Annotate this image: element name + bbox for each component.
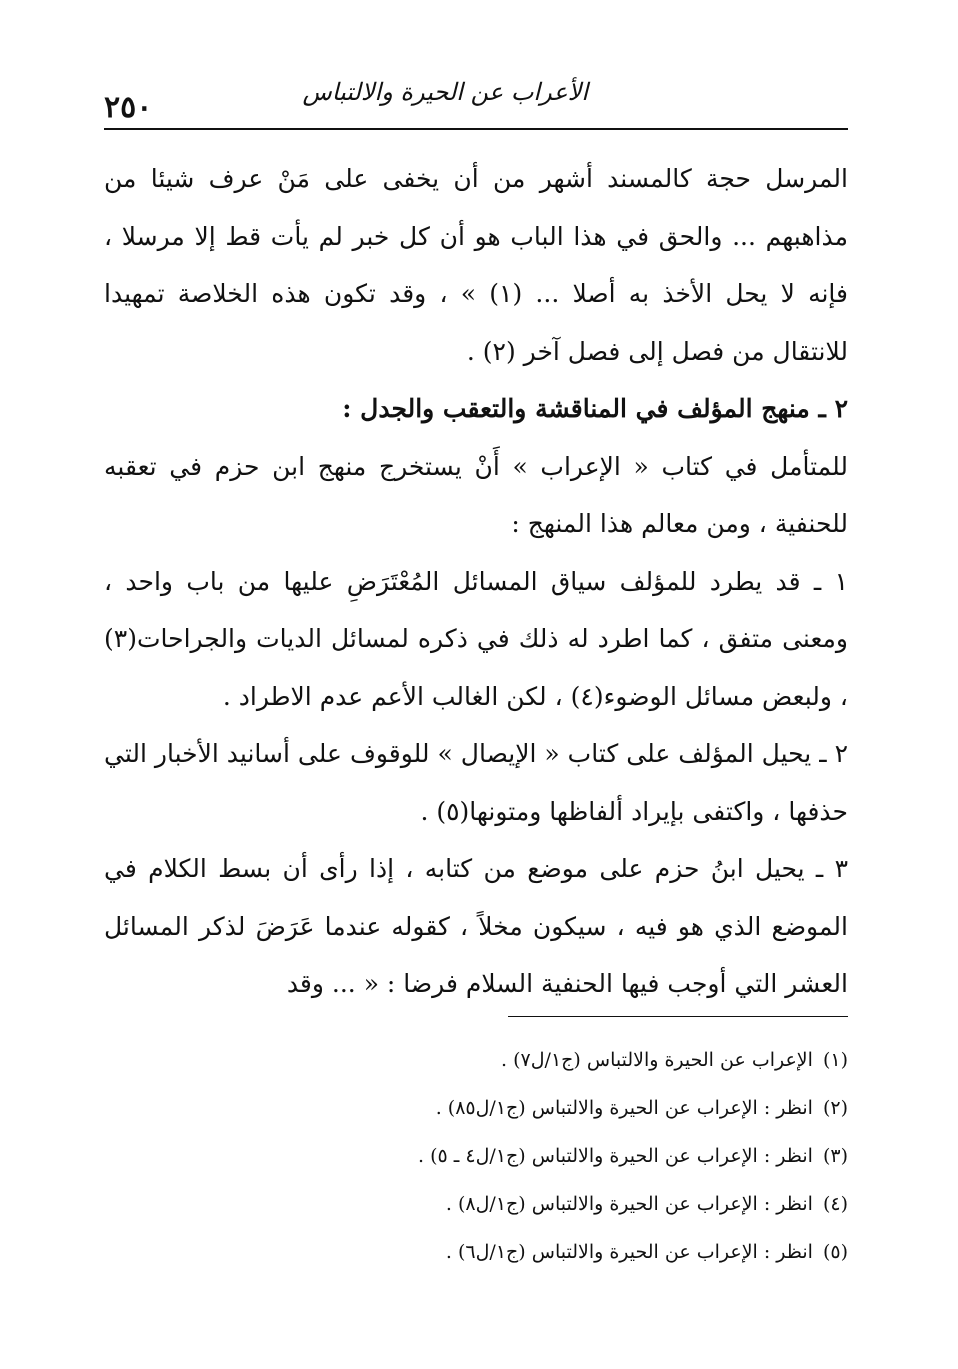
running-title: الأعراب عن الحيرة والالتباس [302,78,588,106]
footnote-number: (١) [822,1049,848,1071]
footnote-item [108,1228,848,1276]
main-text [104,150,848,1013]
paragraph-3: ١ ـ قد يطرد للمؤلف سياق المسائل المُعْتَرَضِ عليها من باب واحد ، ومعنى متفق ، كما اطرد له ذلك في ذكره لمسائل الديات والجراحات(٣) ، ولبعض مسائل الوضوء(٤) ، لكن الغالب الأعم عدم الاطراد . [104,566,848,711]
footnote-number: (٥) [822,1241,848,1263]
footnote-text: انظر : الإعراب عن الحيرة والالتباس (ج١/ل٨٥) . [435,1097,813,1119]
footnote-number: (٢) [822,1097,848,1119]
footnote-item [108,1180,848,1228]
paragraph-1: المرسل حجة كالمسند أشهر من أن يخفى على مَنْ عرف شيئا من مذاهبهم ... والحق في هذا الباب هو أن كل خبر لم يأت قط إلا مرسلا ، فإنه لا يحل الأخذ به أصلا ... (١) » ، وقد تكون هذه الخلاصة تمهيدا للانتقال من فصل إلى فصل آخر (٢) . [104,164,848,366]
footnote-item [108,1132,848,1180]
footnote-item [108,1036,848,1084]
footnote-text: انظر : الإعراب عن الحيرة والالتباس (ج١/ل٨) . [445,1193,813,1215]
paragraph-5: ٣ ـ يحيل ابنُ حزم على موضع من كتابه ، إذا رأى أن بسط الكلام في الموضع الذي هو فيه ، سيكون مخلاً ، كقوله عندما عَرَضَ لذكر المسائل العشر التي أوجب فيها الحنفية السلام فرضا : « ... وقد [104,854,848,998]
footnote-item [108,1084,848,1132]
paragraph-4: ٢ ـ يحيل المؤلف على كتاب « الإيصال » للوقوف على أسانيد الأخبار التي حذفها ، واكتفى بإيراد ألفاظها ومتونها(٥) . [104,739,848,826]
section-heading: ٢ ـ منهج المؤلف في المناقشة والتعقب والجدل : [342,394,848,423]
footnote-rule [508,1016,848,1017]
footnote-text: انظر : الإعراب عن الحيرة والالتباس (ج١/ل٤ ـ ٥) . [418,1145,813,1167]
footnote-text: انظر : الإعراب عن الحيرة والالتباس (ج١/ل٦) . [445,1241,813,1263]
page-header [104,72,848,128]
page-number: ٢٥٠ [104,90,153,125]
header-rule [104,128,848,130]
footnotes [108,1036,848,1276]
footnote-number: (٤) [822,1193,848,1215]
footnote-text: الإعراب عن الحيرة والالتباس (ج١/ل٧) . [501,1049,813,1071]
paragraph-2: للمتأمل في كتاب « الإعراب » أَنْ يستخرج منهج ابن حزم في تعقبه للحنفية ، ومن معالم هذا المنهج : [104,451,848,538]
footnote-number: (٣) [822,1145,848,1167]
